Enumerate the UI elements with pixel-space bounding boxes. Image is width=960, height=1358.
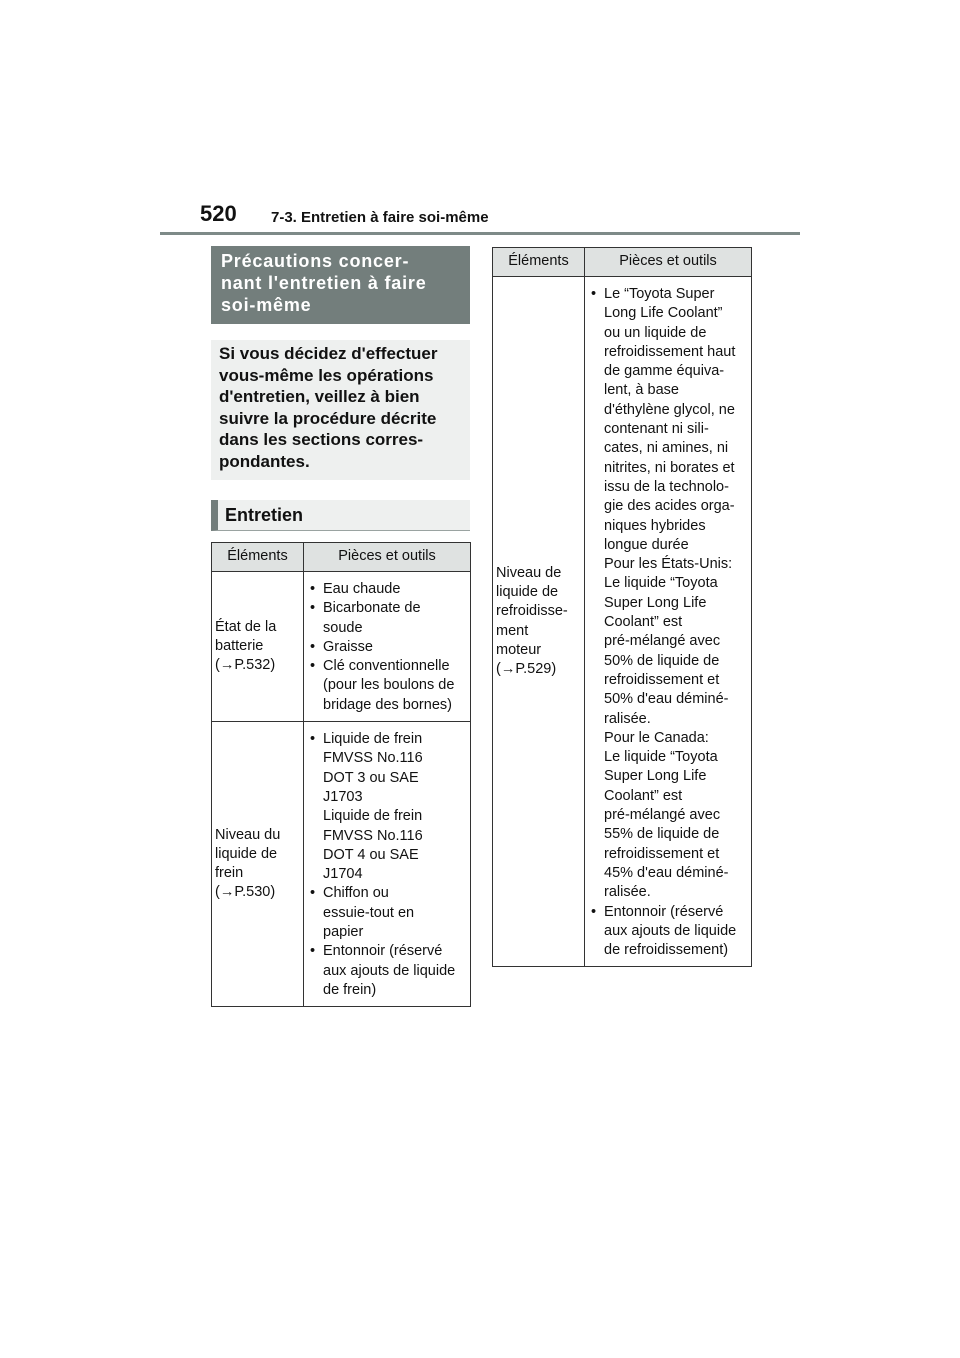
intro-paragraph [211, 340, 470, 480]
text-line: aux ajouts de liquide [323, 962, 456, 979]
text-line: moteur [496, 641, 542, 658]
page-number: 520 [200, 201, 237, 226]
text-line: 55% de liquide de [604, 826, 720, 843]
text-line: Liquide de frein [323, 808, 423, 825]
text-line: (→P.529) [496, 661, 557, 678]
text-line: essuie-tout en [323, 904, 415, 921]
item-cell [212, 722, 304, 1007]
text-line: Pour le Canada: [604, 729, 709, 746]
text-line: de gamme équiva- [604, 363, 725, 380]
text-line: Super Long Life [604, 594, 707, 611]
text-line: d'éthylène glycol, ne [604, 401, 735, 418]
item-cell [493, 277, 585, 967]
precautions-heading [211, 246, 470, 324]
text-line: • Entonnoir (réservé [604, 903, 724, 920]
column-header-tools: Pièces et outils [585, 248, 752, 277]
text-line: Long Life Coolant” [604, 305, 723, 322]
text-line: nitrites, ni borates et [604, 459, 735, 476]
tools-list [306, 580, 468, 715]
text-line: FMVSS No.116 [323, 827, 423, 844]
text-line: refroidissement et [604, 845, 720, 862]
text-line: (pour les boulons de [323, 677, 455, 694]
intro-line: suivre la procédure décrite [219, 408, 437, 428]
table-row [493, 277, 752, 967]
tools-cell [304, 722, 471, 1007]
text-line: Super Long Life [604, 768, 707, 785]
entretien-heading: Entretien [211, 500, 470, 531]
text-line: aux ajouts de liquide [604, 922, 737, 939]
text-line: cates, ni amines, ni [604, 440, 729, 457]
list-item [587, 285, 749, 903]
text-line: • Bicarbonate de [323, 600, 421, 617]
text-line: • Chiffon ou [323, 885, 389, 902]
column-header-items: Éléments [493, 248, 585, 277]
text-line: longue durée [604, 536, 689, 553]
text-line: Coolant” est [604, 614, 683, 631]
column-header-tools: Pièces et outils [304, 543, 471, 572]
text-line: • Graisse [323, 638, 373, 655]
list-item [306, 638, 468, 657]
text-line: de frein) [323, 981, 377, 998]
text-line: batterie [215, 637, 264, 654]
text-line: Niveau de [496, 564, 562, 581]
tools-list [587, 285, 749, 960]
text-line: • Clé conventionnelle [323, 658, 450, 675]
text-line: ralisée. [604, 884, 651, 901]
text-line: refroidissement haut [604, 343, 736, 360]
header-divider [160, 232, 800, 235]
text-line: lent, à base [604, 382, 679, 399]
item-cell [212, 572, 304, 722]
maintenance-table-right [492, 247, 752, 967]
intro-line: pondantes. [219, 451, 310, 471]
text-line: issu de la technolo- [604, 478, 729, 495]
list-item [306, 657, 468, 715]
text-line: DOT 4 ou SAE [323, 846, 419, 863]
text-line: refroidissement et [604, 671, 720, 688]
tools-cell [585, 277, 752, 967]
text-line: • Liquide de frein [323, 731, 423, 748]
text-line: Niveau du [215, 826, 281, 843]
tools-list [306, 730, 468, 1000]
text-line: 50% d'eau déminé- [604, 691, 729, 708]
heading-line: nant l'entretien à faire [221, 273, 427, 293]
text-line: gie des acides orga- [604, 498, 735, 515]
text-line: papier [323, 924, 364, 941]
list-item [306, 599, 468, 638]
intro-line: vous-même les opérations [219, 365, 434, 385]
text-line: 50% de liquide de [604, 652, 720, 669]
text-line: FMVSS No.116 [323, 750, 423, 767]
list-item [306, 580, 468, 599]
list-item [306, 884, 468, 942]
text-line: DOT 3 ou SAE [323, 769, 419, 786]
text-line: frein [215, 865, 244, 882]
text-line: Le liquide “Toyota [604, 575, 718, 592]
text-line: Coolant” est [604, 787, 683, 804]
intro-line: d'entretien, veillez à bien [219, 387, 420, 406]
text-line: soude [323, 619, 363, 636]
text-line: 45% d'eau déminé- [604, 864, 729, 881]
text-line: Le liquide “Toyota [604, 749, 718, 766]
table-header-row [493, 248, 752, 277]
text-line: • Eau chaude [323, 581, 401, 597]
table-header-row [212, 543, 471, 572]
text-line: pré-mélangé avec [604, 633, 721, 650]
text-line: bridage des bornes) [323, 696, 452, 713]
table-row [212, 572, 471, 722]
text-line: refroidisse- [496, 603, 568, 620]
text-line: Pour les États-Unis: [604, 556, 733, 573]
text-line: (→P.532) [215, 657, 276, 674]
text-line: liquide de [215, 845, 278, 862]
list-item [306, 730, 468, 884]
text-line: J1704 [323, 866, 363, 883]
heading-line: Précautions concer- [221, 251, 410, 271]
text-line: (→P.530) [215, 884, 276, 901]
column-header-items: Éléments [212, 543, 304, 572]
text-line: État de la [215, 618, 277, 635]
text-line: ou un liquide de [604, 324, 707, 341]
text-line: pré-mélangé avec [604, 807, 721, 824]
maintenance-table-left [211, 542, 471, 1007]
text-line: niques hybrides [604, 517, 706, 534]
intro-line: Si vous décidez d'effectuer [219, 344, 438, 363]
heading-line: soi-même [221, 295, 312, 315]
tools-cell [304, 572, 471, 722]
text-line: liquide de [496, 584, 559, 601]
list-item [587, 903, 749, 961]
text-line: ralisée. [604, 710, 651, 727]
text-line: de refroidissement) [604, 942, 729, 959]
table-row [212, 722, 471, 1007]
intro-line: dans les sections corres- [219, 430, 424, 449]
section-title: 7-3. Entretien à faire soi-même [271, 209, 489, 226]
text-line: ment [496, 622, 529, 639]
list-item [306, 942, 468, 1000]
text-line: • Le “Toyota Super [604, 286, 715, 302]
text-line: contenant ni sili- [604, 421, 709, 438]
text-line: J1703 [323, 788, 363, 805]
text-line: • Entonnoir (réservé [323, 943, 443, 960]
